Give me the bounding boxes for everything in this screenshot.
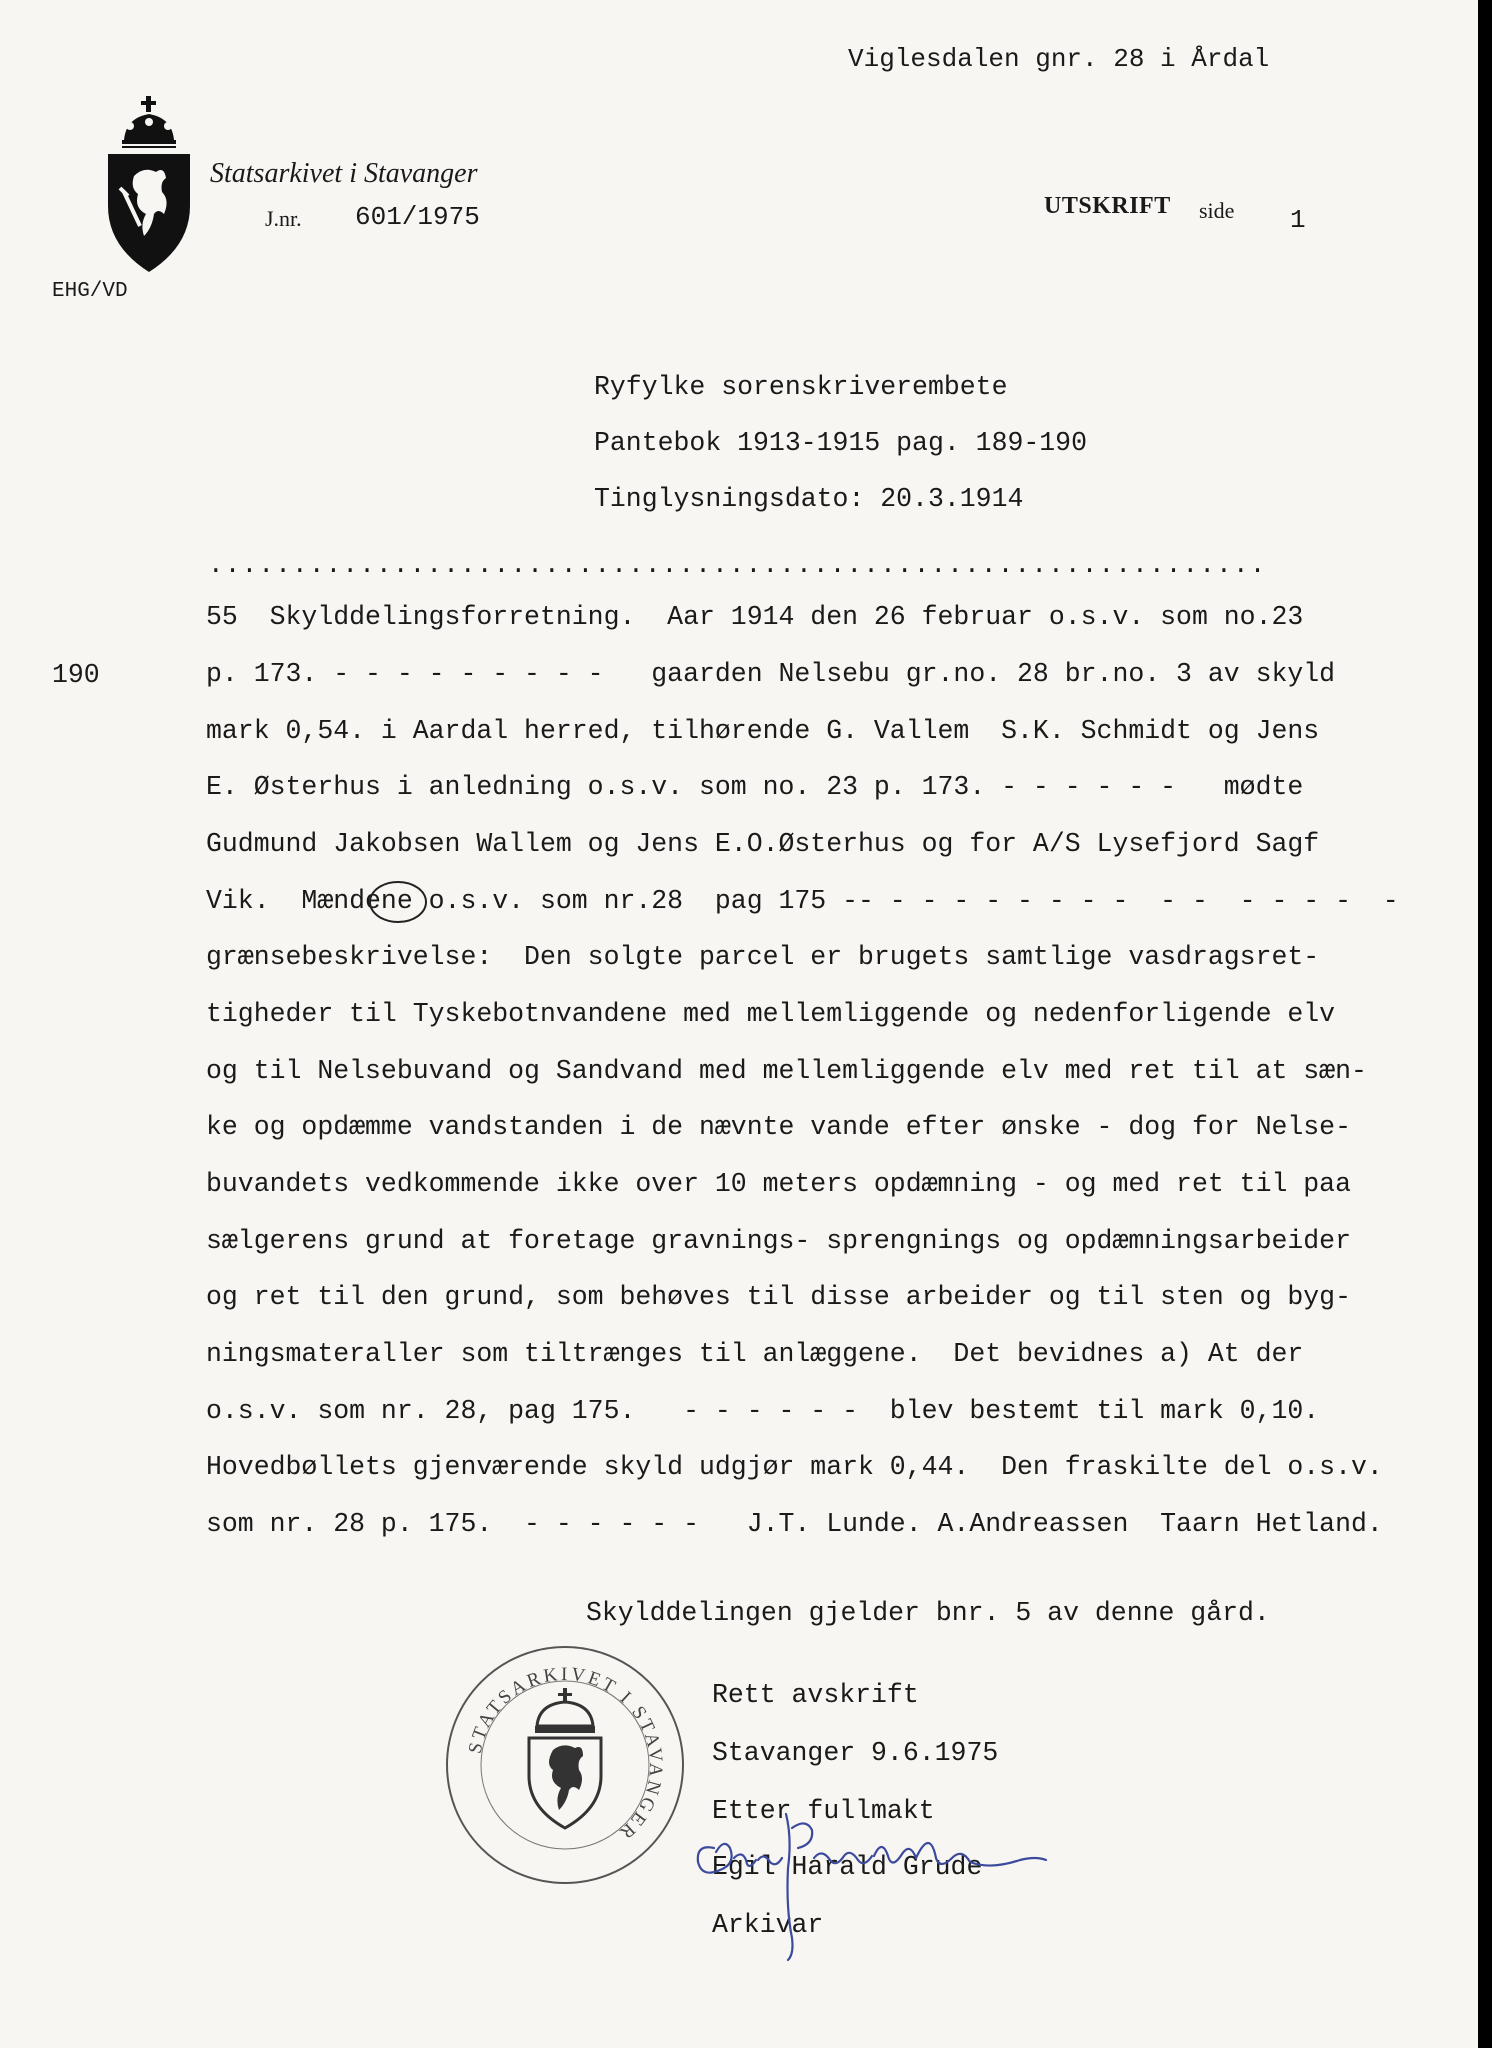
body-line: Hovedbøllets gjenværende skyld udgjør mark 0,44. Den fraskilte del o.s.v. <box>206 1452 1383 1482</box>
body-line: o.s.v. som nr. 28, pag 175. - - - - - - blev bestemt til mark 0,10. <box>206 1396 1320 1426</box>
authority-text: Etter fullmakt <box>712 1796 935 1826</box>
body-line: og ret til den grund, som behøves til disse arbeider og til sten og byg- <box>206 1282 1351 1312</box>
utskrift-label: UTSKRIFT <box>1044 193 1171 219</box>
source-line-2: Pantebok 1913-1915 pag. 189-190 <box>594 428 1087 458</box>
side-label: side <box>1199 198 1235 223</box>
body-line: og til Nelsebuvand og Sandvand med mellemliggende elv med ret til at sæn- <box>206 1056 1367 1086</box>
body-line: Gudmund Jakobsen Wallem og Jens E.O.Østerhus og for A/S Lysefjord Sagf <box>206 829 1320 859</box>
initials: EHG/VD <box>52 280 128 303</box>
margin-page-number: 190 <box>52 660 100 690</box>
body-line: tigheder til Tyskebotnvandene med mellemliggende og nedenforligende elv <box>206 999 1336 1029</box>
jnr-label: J.nr. <box>265 206 302 231</box>
body-line: ningsmateraller som tiltrænges til anlæggene. Det bevidnes a) At der <box>206 1339 1304 1369</box>
coat-of-arms-icon <box>104 96 194 276</box>
signatory-name: Egil Harald Grude <box>712 1852 983 1882</box>
signatory-title: Arkivar <box>712 1910 824 1940</box>
footer-note: Skylddelingen gjelder bnr. 5 av denne gård. <box>586 1598 1270 1628</box>
source-line-1: Ryfylke sorenskriverembete <box>594 372 1008 402</box>
place-date: Stavanger 9.6.1975 <box>712 1738 999 1768</box>
seal-text: STATSARKIVET I STAVANGER <box>464 1663 667 1845</box>
source-line-3: Tinglysningsdato: 20.3.1914 <box>594 484 1024 514</box>
property-reference: Viglesdalen gnr. 28 i Årdal <box>848 44 1270 74</box>
body-line: buvandets vedkommende ikke over 10 meters opdæmning - og med ret til paa <box>206 1169 1351 1199</box>
body-line: Vik. Mændene o.s.v. som nr.28 pag 175 -- - - - - - - - - - - - - - - - <box>206 886 1399 916</box>
page-number: 1 <box>1290 205 1306 235</box>
certification-text: Rett avskrift <box>712 1680 919 1710</box>
handwritten-signature-icon <box>690 1808 1050 1968</box>
body-line: 55 Skylddelingsforretning. Aar 1914 den 26 februar o.s.v. som no.23 <box>206 602 1304 632</box>
institution-name: Statsarkivet i Stavanger <box>210 158 478 189</box>
dotted-separator: ............................................................... <box>208 550 1267 580</box>
body-line: som nr. 28 p. 175. - - - - - - J.T. Lunde. A.Andreassen Taarn Hetland. <box>206 1509 1383 1539</box>
body-line: grænsebeskrivelse: Den solgte parcel er brugets samtlige vasdragsret- <box>206 942 1320 972</box>
body-line: E. Østerhus i anledning o.s.v. som no. 23 p. 173. - - - - - - mødte <box>206 772 1304 802</box>
jnr-value: 601/1975 <box>355 202 480 232</box>
official-seal-icon <box>440 1640 690 1890</box>
handwritten-circle-mark <box>362 878 434 926</box>
body-line: ke og opdæmme vandstanden i de nævnte vande efter ønske - dog for Nelse- <box>206 1112 1351 1142</box>
body-line: p. 173. - - - - - - - - - gaarden Nelsebu gr.no. 28 br.no. 3 av skyld <box>206 659 1336 689</box>
body-line: mark 0,54. i Aardal herred, tilhørende G. Vallem S.K. Schmidt og Jens <box>206 716 1320 746</box>
body-line: sælgerens grund at foretage gravnings- sprengnings og opdæmningsarbeider <box>206 1226 1351 1256</box>
